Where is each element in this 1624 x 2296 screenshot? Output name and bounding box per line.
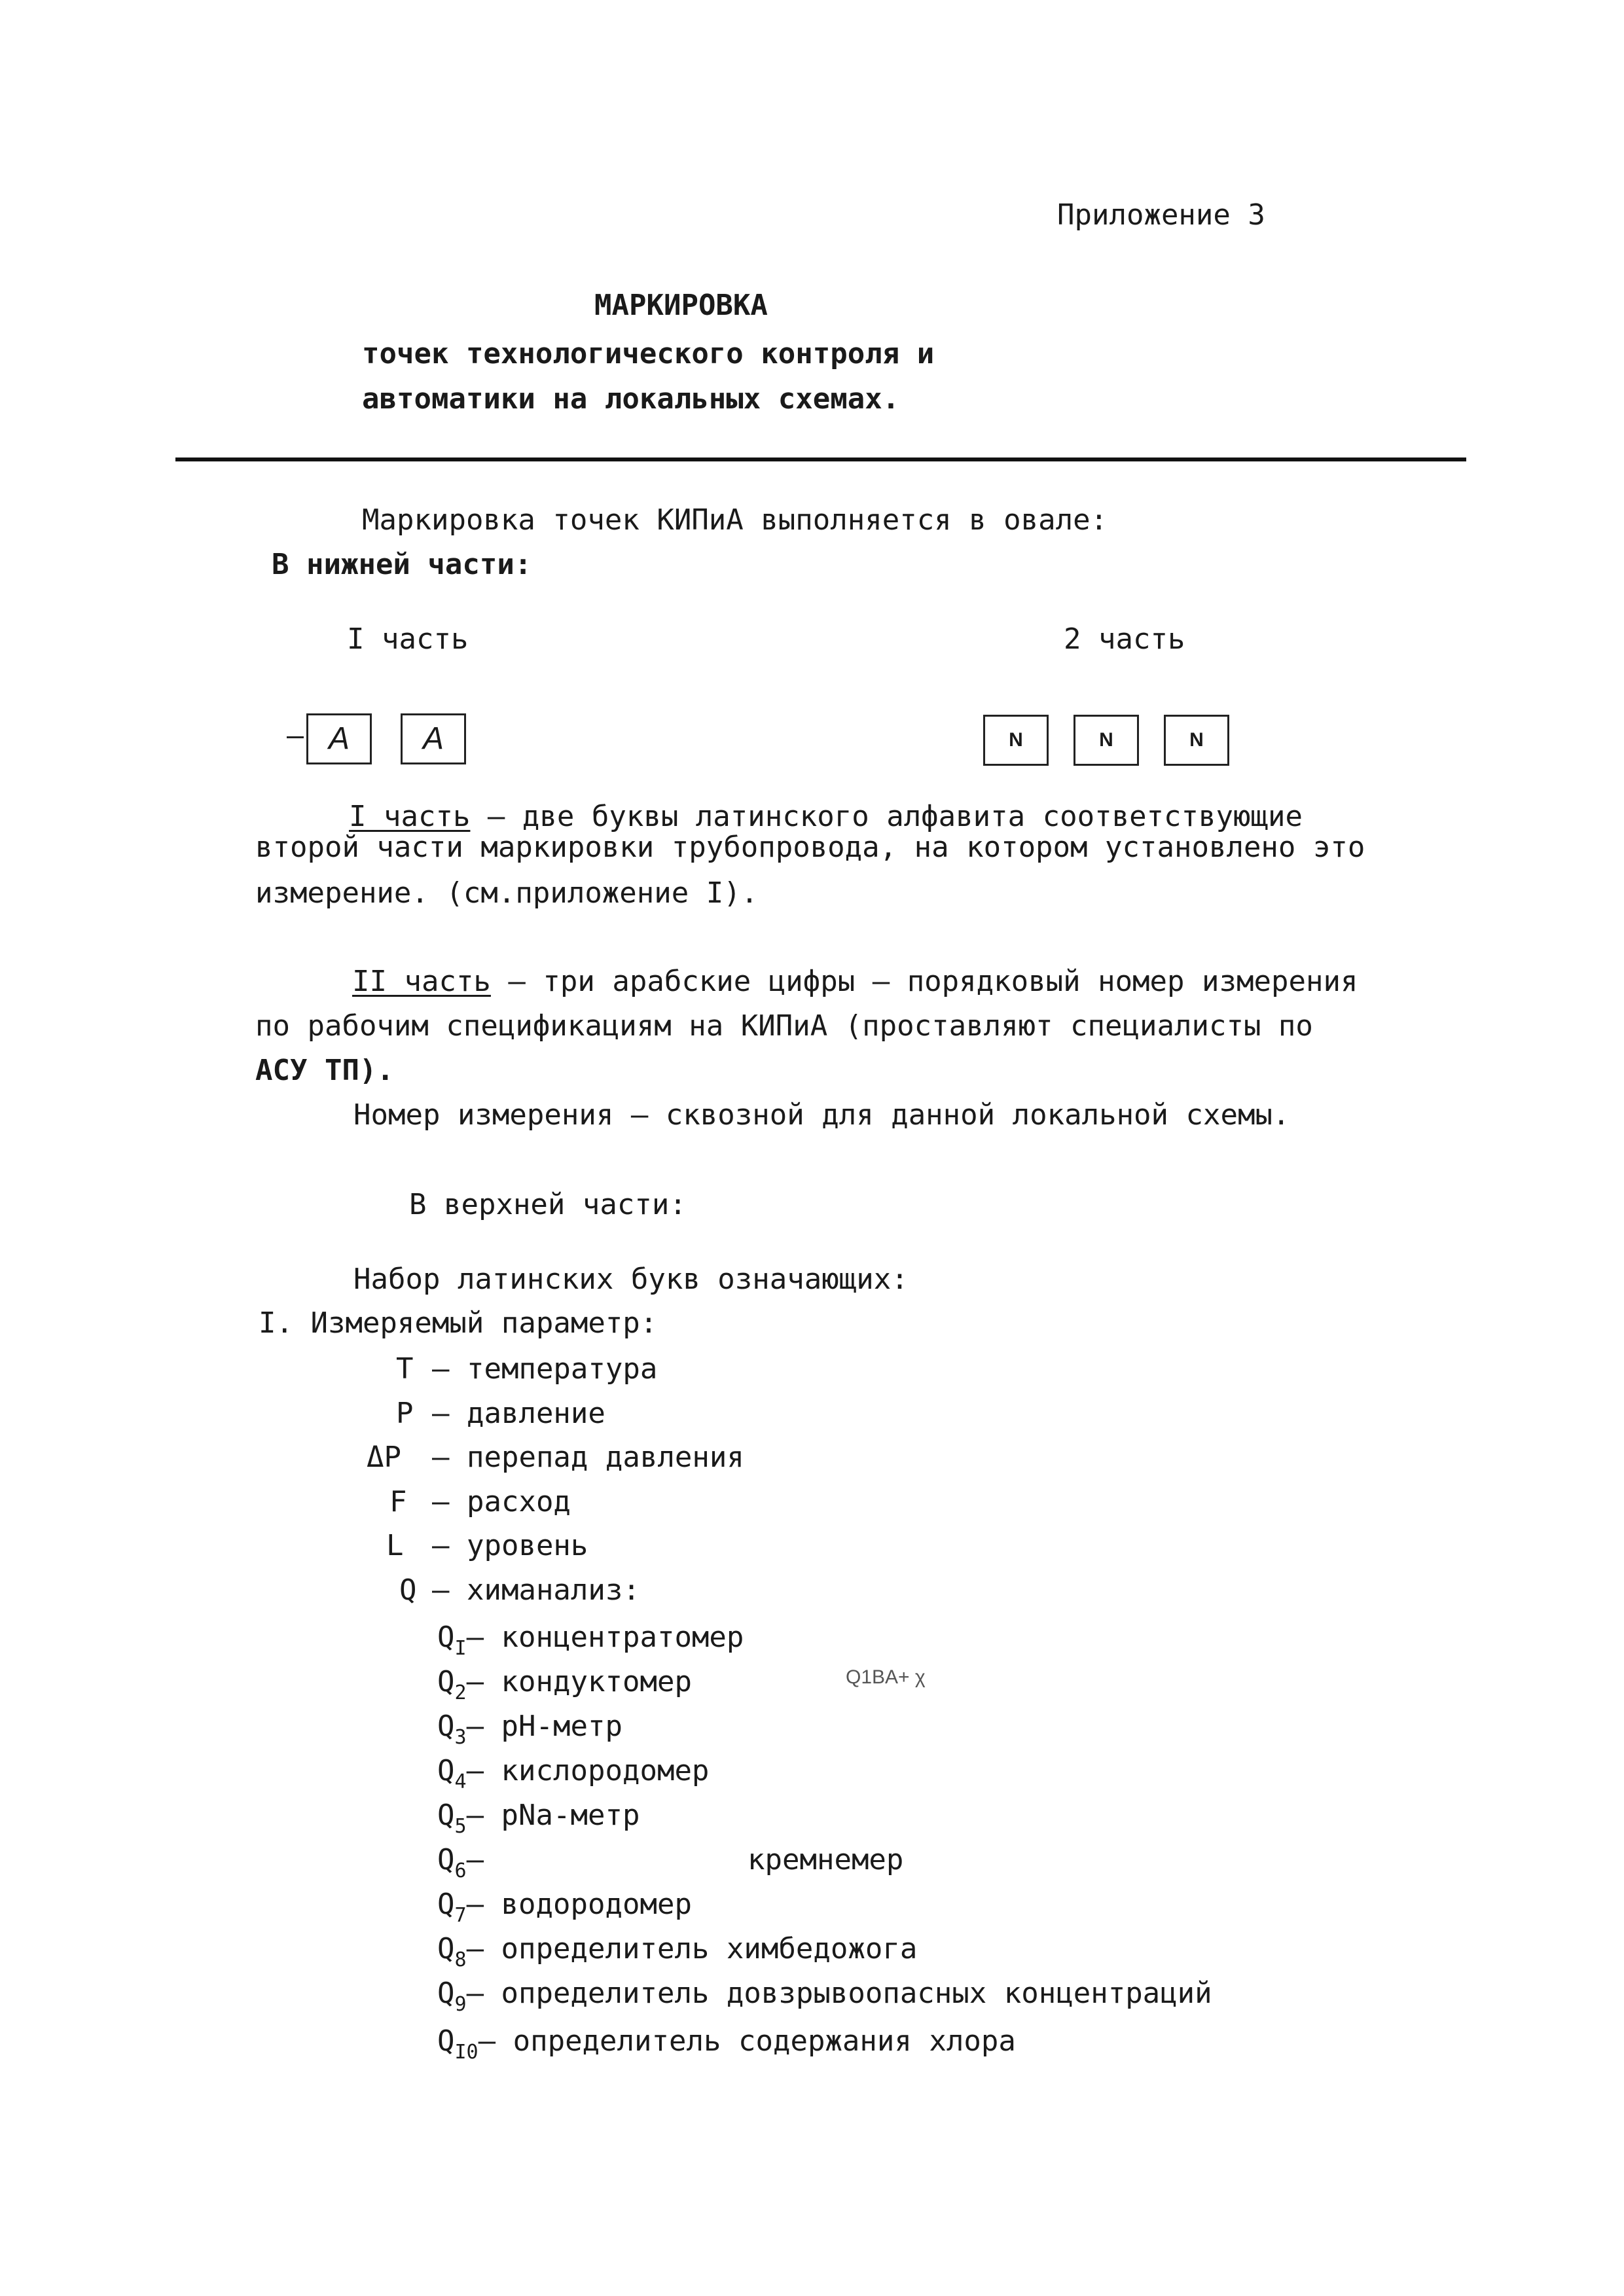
q6-text: кремнемер [748,1843,904,1876]
page-title: МАРКИРОВКА [594,289,768,322]
q-item: $Q_I-$ концентратомер [437,1621,744,1660]
param-text: – расход [432,1485,571,1518]
para2-term: II часть [352,965,491,998]
appendix-label: Приложение 3 [1057,198,1265,232]
box-tick-mark [287,736,304,738]
q-subscript: 2 [454,1681,467,1704]
para1-line1 [349,802,1303,831]
upper-part-heading: В верхней части: [409,1188,687,1221]
q-item: $Q_{I0}-$ определитель содержания хлора [437,2024,1016,2064]
q-subscript: I0 [454,2041,478,2064]
digit-box-n1: N [983,715,1049,766]
q-item-text: – кондуктомер [466,1665,692,1698]
subtitle-line-2: автоматики на локальных схемах. [362,382,900,416]
q-item: $Q_6-$ [437,1843,484,1882]
part1-label: I часть [347,622,469,656]
q-subscript: 5 [454,1815,467,1838]
para1-line1-rest: – две буквы латинского алфавита соответствующие [470,800,1303,833]
q-subscript: 4 [454,1770,467,1793]
section1-heading: I. Измеряемый параметр: [259,1306,658,1340]
param-code: ΔP [367,1441,401,1474]
param-code: L [386,1529,404,1562]
param-code: T [396,1352,414,1386]
letter-box-a1: A [306,713,372,764]
q-item: $Q_7-$ водородомер [437,1888,692,1927]
q-item-text: – определитель химбедожога [466,1932,918,1965]
q-item-text: – водородомер [466,1888,692,1921]
q-subscript: 3 [454,1726,467,1749]
q-subscript: 7 [454,1904,467,1927]
para2-line3: АСУ ТП). [255,1054,394,1087]
q-item-text: – pNa-метр [466,1799,640,1832]
param-text: – температура [432,1352,658,1386]
param-text: – давление [432,1397,605,1430]
q-item-text: – pH-метр [466,1710,623,1743]
handwritten-note: Q1BA+ χ [846,1666,926,1688]
q-item-text: – определитель содержания хлора [478,2024,1016,2058]
para2-line2: по рабочим спецификациям на КИПиА (проставляют специалисты по [255,1009,1313,1043]
q-subscript: 9 [454,1993,467,2016]
q-item: $Q_9-$ определитель довзрывоопасных концентраций [437,1977,1212,2016]
q-subscript: 8 [454,1948,467,1971]
param-text: – уровень [432,1529,588,1562]
param-text: – химанализ: [432,1573,640,1607]
q-item-text: – определитель довзрывоопасных концентраций [466,1977,1212,2010]
part2-label: 2 часть [1064,622,1185,656]
intro-text: Маркировка точек КИПиА выполняется в овале: [362,503,1108,537]
q-subscript: 6 [454,1859,467,1882]
q-item: $Q_4-$ кислородомер [437,1754,710,1793]
letters-intro: Набор латинских букв означающих: [353,1263,909,1296]
divider-rule [175,457,1466,461]
q-item: $Q_5-$ pNa-метр [437,1799,640,1838]
param-code: Q [399,1573,417,1607]
param-text: – перепад давления [432,1441,744,1474]
q-item: $Q_3-$ pH-метр [437,1710,623,1749]
digit-box-n2: N [1074,715,1139,766]
param-code: P [396,1397,414,1430]
q-item: $Q_2-$ кондуктомер [437,1665,692,1704]
param-code: F [389,1485,407,1518]
para2-line1-rest: – три арабские цифры – порядковый номер измерения [490,965,1358,998]
para1-line2: второй части маркировки трубопровода, на котором установлено это [255,831,1365,864]
q-item-text: – [466,1843,484,1876]
q-item-text: – концентратомер [466,1621,744,1654]
para2-line1 [352,967,1358,996]
q-item: $Q_8-$ определитель химбедожога [437,1932,918,1971]
para1-line3: измерение. (см.приложение I). [255,876,759,910]
para1-term: I часть [349,800,471,833]
subtitle-line-1: точек технологического контроля и [362,337,935,370]
digit-box-n3: N [1164,715,1229,766]
para3: Номер измерения – сквозной для данной локальной схемы. [353,1098,1290,1132]
q-subscript: I [454,1637,467,1660]
q-item-text: – кислородомер [466,1754,710,1787]
lower-part-heading: В нижней части: [272,548,532,581]
letter-box-a2: A [401,713,466,764]
